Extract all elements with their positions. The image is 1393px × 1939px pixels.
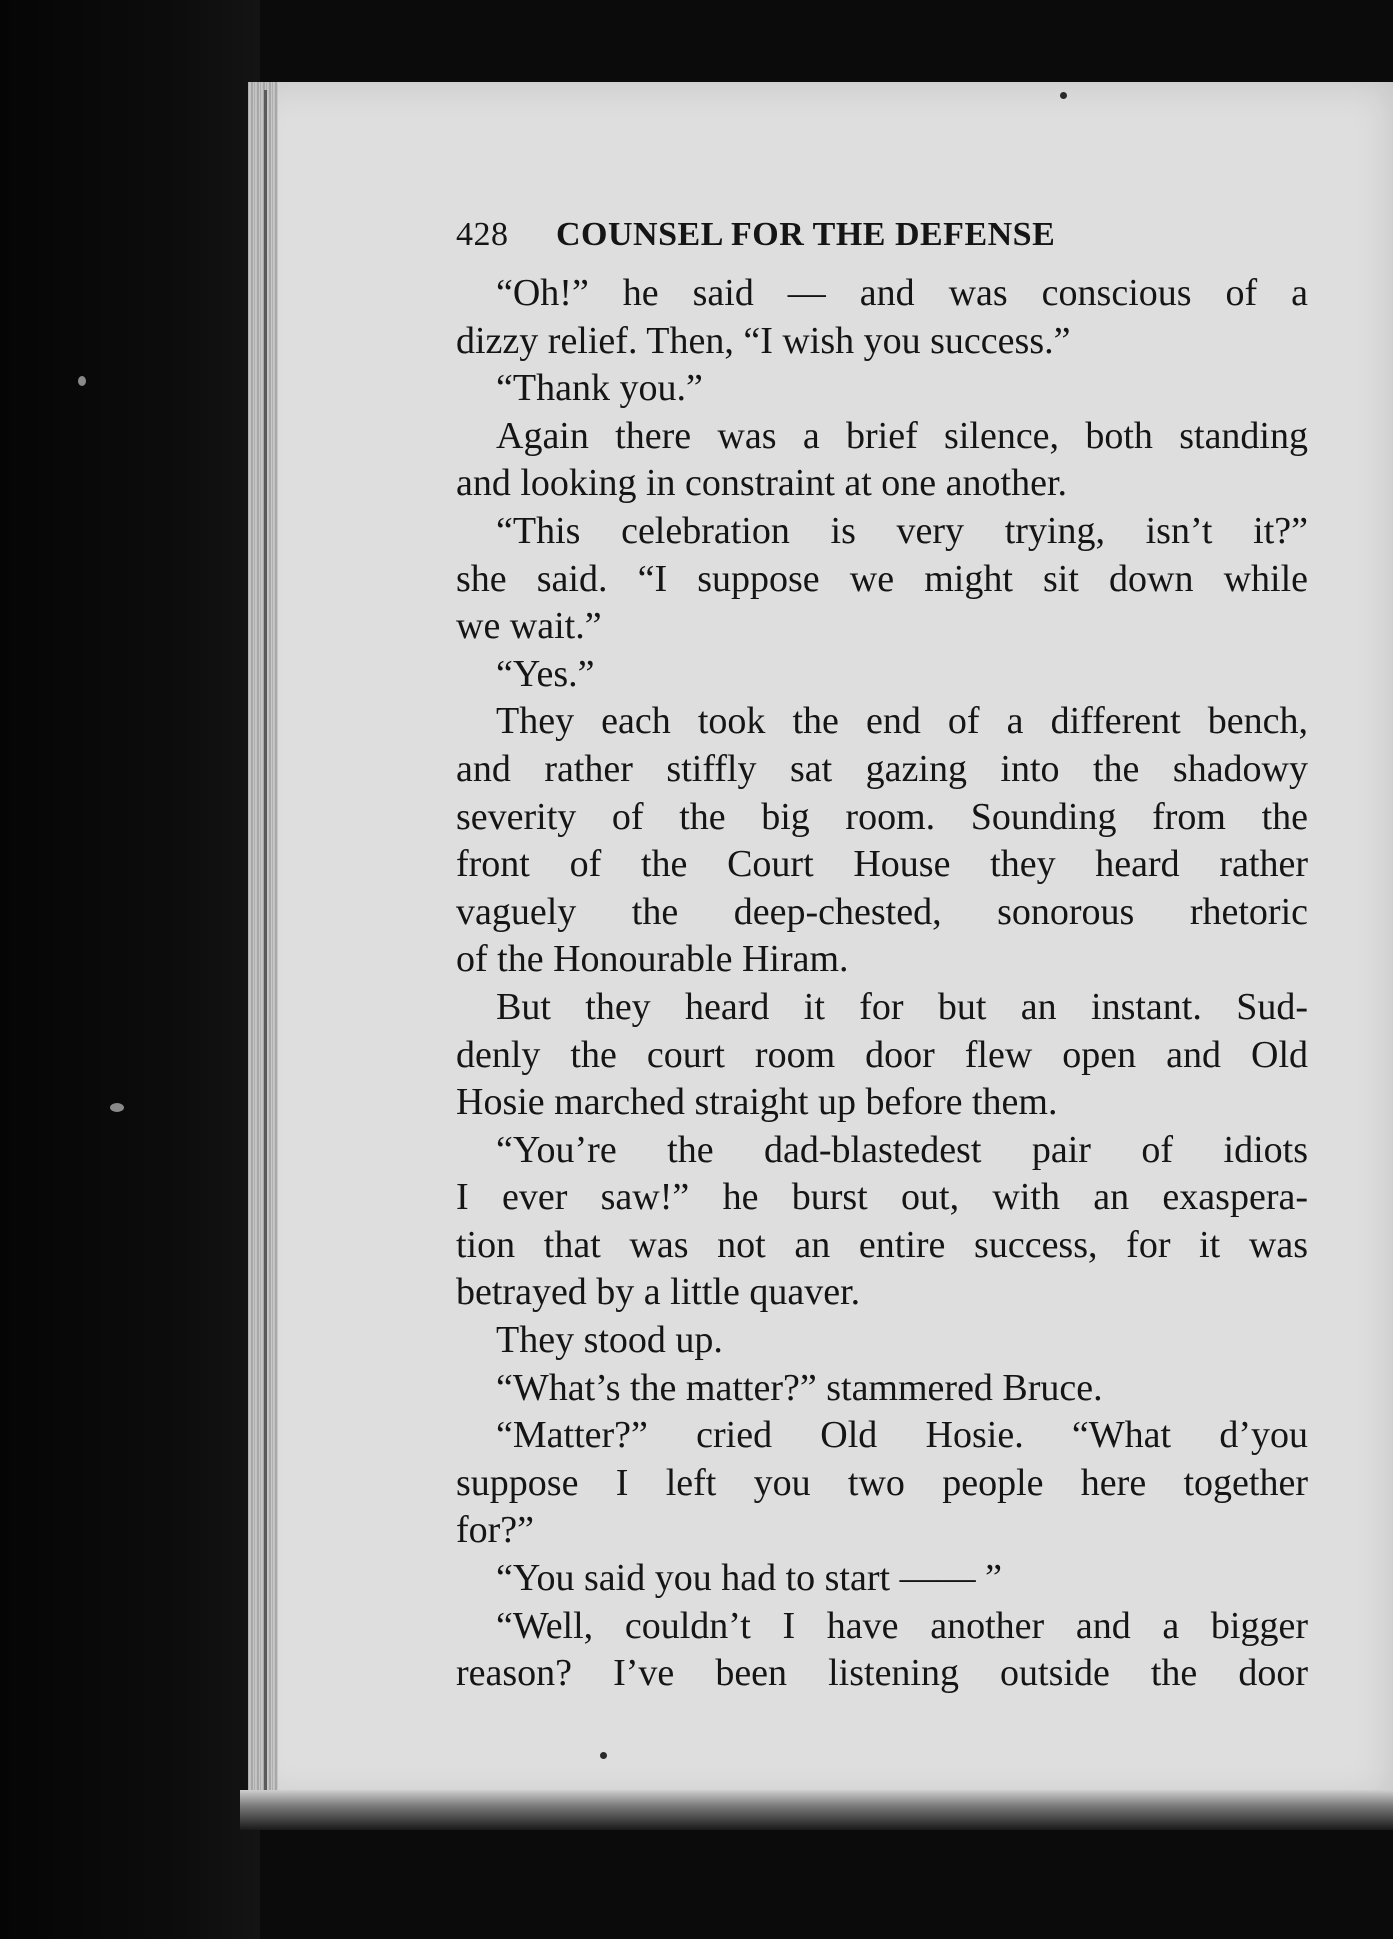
text-line: we wait.” — [456, 605, 602, 648]
page-bottom-edge — [240, 1790, 1393, 1830]
text-line: of the Honourable Hiram. — [456, 938, 849, 981]
text-line: “You’re the dad-blastedest pair of idiots — [496, 1128, 1308, 1171]
text-line: she said. “I suppose we might sit down while — [456, 557, 1308, 600]
text-line: “Matter?” cried Old Hosie. “What d’you — [496, 1414, 1308, 1457]
text-line: “This celebration is very trying, isn’t it?” — [496, 509, 1308, 552]
text-line: and rather stiffly sat gazing into the shadowy — [456, 747, 1308, 790]
page-binding-edge — [248, 82, 278, 1802]
text-line: They stood up. — [496, 1319, 723, 1362]
scan-speck — [110, 1103, 124, 1112]
text-line: reason? I’ve been listening outside the door — [456, 1652, 1308, 1695]
text-line: “Yes.” — [496, 652, 595, 695]
text-line: dizzy relief. Then, “I wish you success.” — [456, 319, 1071, 362]
text-line: “Well, couldn’t I have another and a bigger — [496, 1604, 1308, 1647]
text-line: tion that was not an entire success, for it was — [456, 1223, 1308, 1266]
text-line: “Thank you.” — [496, 367, 703, 410]
text-line: suppose I left you two people here together — [456, 1461, 1308, 1504]
text-line: betrayed by a little quaver. — [456, 1271, 861, 1314]
text-line: front of the Court House they heard rather — [456, 843, 1308, 886]
page-gutter-line — [264, 90, 267, 1790]
text-line: I ever saw!” he burst out, with an exaspera- — [456, 1176, 1308, 1219]
text-line: denly the court room door flew open and Old — [456, 1033, 1308, 1076]
page-mark-bottom — [600, 1752, 607, 1759]
page-header — [456, 216, 1308, 270]
text-line: But they heard it for but an instant. Sud- — [496, 985, 1308, 1028]
text-line: for?” — [456, 1509, 535, 1552]
text-line: “Oh!” he said — and was conscious of a — [496, 272, 1308, 314]
page-mark-top — [1060, 92, 1067, 99]
text-line: Again there was a brief silence, both standing — [496, 414, 1308, 457]
text-line: “What’s the matter?” stammered Bruce. — [496, 1366, 1103, 1409]
text-line: vaguely the deep-chested, sonorous rhetoric — [456, 890, 1308, 933]
text-line: and looking in constraint at one another. — [456, 462, 1068, 505]
scan-speck — [78, 376, 86, 386]
text-line: severity of the big room. Sounding from the — [456, 795, 1308, 838]
text-line: “You said you had to start —— ” — [496, 1557, 1002, 1600]
page-text — [456, 216, 1308, 1698]
text-line: Hosie marched straight up before them. — [456, 1081, 1058, 1124]
text-line: They each took the end of a different bench, — [496, 700, 1308, 743]
scan-dark-margin — [0, 0, 260, 1939]
running-head: COUNSEL FOR THE DEFENSE — [556, 216, 1056, 253]
page-number: 428 — [456, 216, 509, 253]
